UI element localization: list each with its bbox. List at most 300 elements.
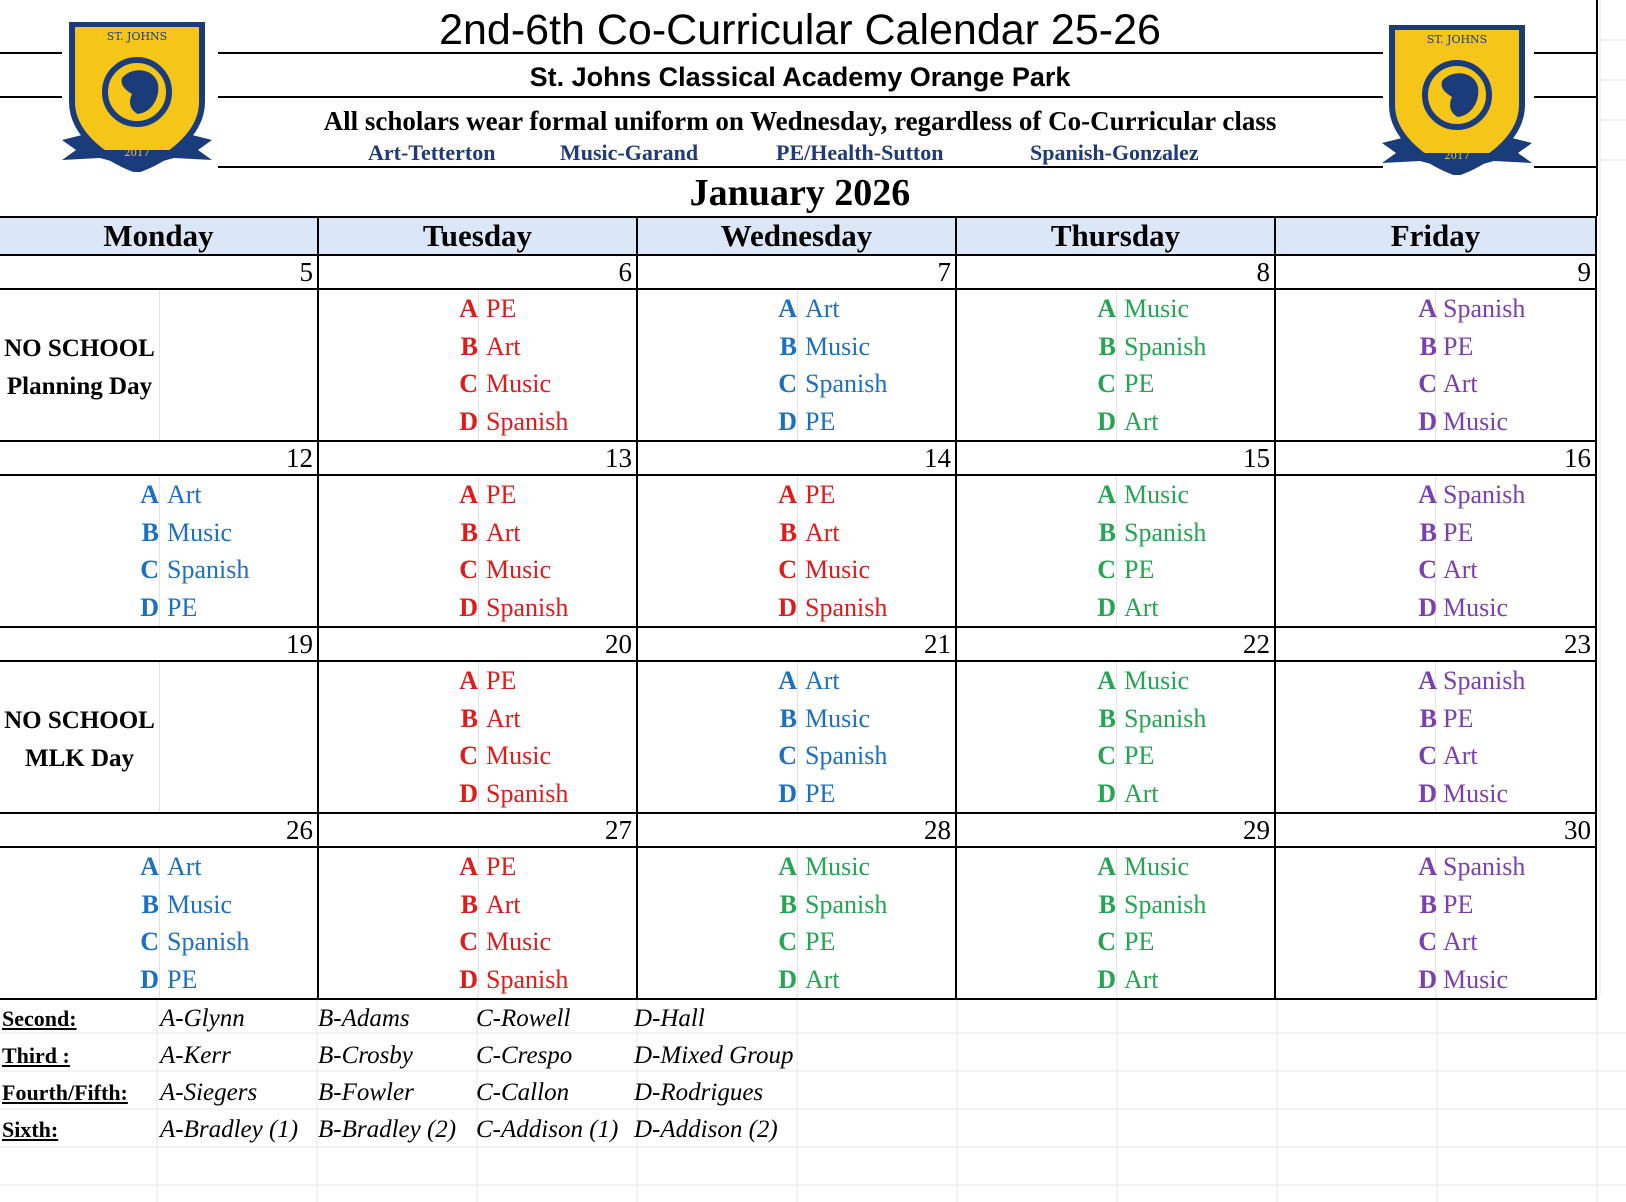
group-letter: D bbox=[459, 592, 478, 622]
date-number: 6 bbox=[319, 256, 638, 288]
schedule-row bbox=[0, 848, 1597, 998]
class-slot-b bbox=[319, 886, 636, 924]
group-letter: C bbox=[1097, 555, 1116, 584]
class-slot-b bbox=[638, 328, 955, 366]
group-letter: C bbox=[778, 369, 797, 398]
group-letter: D bbox=[778, 778, 797, 808]
class-slot-b bbox=[638, 514, 955, 552]
group-teacher: D-Mixed Group bbox=[634, 1042, 794, 1069]
date-number: 12 bbox=[0, 442, 319, 474]
group-letter: B bbox=[460, 331, 478, 361]
grade-label: Second: bbox=[2, 1006, 77, 1031]
group-teacher: D-Hall bbox=[634, 1005, 705, 1032]
day-cell[interactable] bbox=[319, 290, 638, 440]
subject-name: Art bbox=[167, 480, 202, 509]
date-row bbox=[0, 814, 1597, 848]
subject-name: PE bbox=[805, 778, 836, 808]
class-slot-b bbox=[957, 514, 1274, 552]
class-slot-c bbox=[638, 551, 955, 589]
subject-name: Music bbox=[1124, 480, 1189, 509]
day-cell[interactable] bbox=[638, 848, 957, 998]
subject-name: Spanish bbox=[1443, 666, 1526, 695]
subject-name: PE bbox=[1124, 741, 1155, 770]
group-letter: A bbox=[1097, 852, 1116, 881]
subject-name: PE bbox=[167, 964, 198, 994]
class-slot-a bbox=[0, 476, 317, 514]
group-letter: B bbox=[460, 517, 478, 547]
day-cell[interactable] bbox=[957, 848, 1276, 998]
page-title: 2nd-6th Co-Curricular Calendar 25-26 bbox=[439, 6, 1161, 54]
class-slot-a bbox=[957, 662, 1274, 700]
group-teacher: A-Glynn bbox=[160, 1005, 245, 1032]
day-cell[interactable] bbox=[1276, 848, 1597, 998]
class-slot-d bbox=[957, 403, 1274, 441]
group-letter: C bbox=[1097, 741, 1116, 770]
subject-name: Spanish bbox=[805, 369, 888, 398]
group-letter: D bbox=[1418, 592, 1437, 622]
class-slot-d bbox=[638, 589, 955, 627]
class-slot-d bbox=[319, 589, 636, 627]
class-slot-c bbox=[638, 923, 955, 961]
subject-name: Art bbox=[1443, 369, 1478, 398]
subject-name: Spanish bbox=[486, 964, 569, 994]
class-slot-b bbox=[1276, 700, 1595, 738]
calendar-grid bbox=[0, 216, 1597, 1000]
day-cell[interactable] bbox=[1276, 662, 1597, 812]
group-letter: D bbox=[778, 592, 797, 622]
subject-name: Music bbox=[1124, 294, 1189, 323]
group-letter: D bbox=[1097, 406, 1116, 436]
no-school-reason: Planning Day bbox=[6, 373, 153, 400]
weekday-friday: Friday bbox=[1276, 218, 1597, 254]
class-slot-b bbox=[638, 700, 955, 738]
subject-name: PE bbox=[1443, 889, 1474, 919]
key-row bbox=[0, 1037, 900, 1075]
group-letter: D bbox=[1418, 406, 1437, 436]
group-letter: C bbox=[1418, 927, 1437, 956]
class-slot-a bbox=[319, 290, 636, 328]
uniform-note: All scholars wear formal uniform on Wednesday, regardless of Co-Curricular class bbox=[323, 106, 1277, 136]
subject-name: Art bbox=[1124, 964, 1159, 994]
group-letter: A bbox=[459, 294, 478, 323]
subject-name: Spanish bbox=[1443, 852, 1526, 881]
weekday-header bbox=[0, 216, 1597, 256]
day-cell[interactable] bbox=[957, 290, 1276, 440]
subject-name: Art bbox=[805, 517, 840, 547]
subject-name: Spanish bbox=[805, 592, 888, 622]
class-slot-d bbox=[1276, 961, 1595, 999]
subject-name: Music bbox=[1443, 778, 1508, 808]
logo-year: 2017 bbox=[1444, 151, 1470, 162]
group-letter: C bbox=[140, 555, 159, 584]
class-slot-d bbox=[638, 403, 955, 441]
group-letter: B bbox=[1098, 703, 1116, 733]
subject-name: Music bbox=[486, 927, 551, 956]
group-letter: B bbox=[779, 517, 797, 547]
day-cell[interactable] bbox=[0, 662, 319, 812]
subject-name: Music bbox=[1443, 406, 1508, 436]
date-number: 14 bbox=[638, 442, 957, 474]
subject-name: Spanish bbox=[1124, 517, 1207, 547]
subject-name: Spanish bbox=[486, 778, 569, 808]
header-rule bbox=[1534, 166, 1598, 168]
subject-name: Music bbox=[486, 369, 551, 398]
group-letter: B bbox=[1419, 517, 1437, 547]
group-teacher: A-Kerr bbox=[160, 1042, 231, 1069]
group-letter: A bbox=[1418, 480, 1437, 509]
subject-name: Spanish bbox=[167, 927, 250, 956]
group-letter: B bbox=[1098, 331, 1116, 361]
group-teacher: D-Rodrigues bbox=[634, 1079, 764, 1106]
group-letter: D bbox=[778, 964, 797, 994]
subject-name: Spanish bbox=[805, 889, 888, 919]
group-letter: D bbox=[459, 964, 478, 994]
group-teacher: C-Crespo bbox=[476, 1042, 573, 1069]
logo-year: 2017 bbox=[124, 148, 150, 159]
month-title: January 2026 bbox=[689, 172, 911, 214]
group-letter: C bbox=[1418, 741, 1437, 770]
subject-name: Music bbox=[805, 331, 870, 361]
class-slot-d bbox=[957, 775, 1274, 813]
subject-name: Art bbox=[1124, 592, 1159, 622]
subject-name: Music bbox=[167, 517, 232, 547]
date-number: 29 bbox=[957, 814, 1276, 846]
subject-name: Art bbox=[486, 889, 521, 919]
schedule-row bbox=[0, 476, 1597, 626]
weekday-tuesday: Tuesday bbox=[319, 218, 638, 254]
class-slot-a bbox=[1276, 848, 1595, 886]
class-slot-a bbox=[638, 290, 955, 328]
group-letter: A bbox=[1097, 666, 1116, 695]
subject-name: PE bbox=[1124, 369, 1155, 398]
subject-name: PE bbox=[167, 592, 198, 622]
group-letter: A bbox=[1097, 480, 1116, 509]
subject-name: Art bbox=[486, 703, 521, 733]
day-cell[interactable] bbox=[0, 476, 319, 626]
subject-name: PE bbox=[486, 480, 517, 509]
class-slot-a bbox=[638, 662, 955, 700]
class-slot-d bbox=[1276, 403, 1595, 441]
header-rule bbox=[1534, 96, 1598, 98]
group-letter: C bbox=[459, 927, 478, 956]
group-letter: A bbox=[140, 480, 159, 509]
class-slot-c bbox=[1276, 365, 1595, 403]
subject-name: PE bbox=[805, 480, 836, 509]
no-school-note bbox=[0, 330, 159, 406]
class-slot-a bbox=[957, 848, 1274, 886]
group-letter: C bbox=[459, 741, 478, 770]
logo-text: ST. JOHNS bbox=[106, 30, 168, 43]
subject-name: Spanish bbox=[1124, 703, 1207, 733]
day-cell[interactable] bbox=[0, 848, 319, 998]
subject-name: PE bbox=[1124, 927, 1155, 956]
class-slot-c bbox=[957, 551, 1274, 589]
group-letter: C bbox=[1418, 555, 1437, 584]
key-row bbox=[0, 1074, 900, 1112]
class-slot-b bbox=[957, 328, 1274, 366]
group-letter: B bbox=[141, 517, 159, 547]
subject-name: PE bbox=[486, 852, 517, 881]
weekday-monday: Monday bbox=[0, 218, 319, 254]
day-cell[interactable] bbox=[1276, 290, 1597, 440]
calendar-week bbox=[0, 256, 1597, 442]
group-letter: B bbox=[460, 889, 478, 919]
day-cell[interactable] bbox=[319, 848, 638, 998]
subject-name: Music bbox=[1124, 666, 1189, 695]
group-letter: A bbox=[778, 666, 797, 695]
class-slot-d bbox=[0, 961, 317, 999]
group-letter: D bbox=[459, 778, 478, 808]
group-teacher: A-Bradley (1) bbox=[160, 1116, 299, 1143]
key-row bbox=[0, 1111, 900, 1149]
teacher-spanish: Spanish-Gonzalez bbox=[1030, 140, 1199, 165]
grade-label: Fourth/Fifth: bbox=[2, 1080, 128, 1105]
class-slot-d bbox=[0, 589, 317, 627]
schedule-row bbox=[0, 290, 1597, 440]
class-slot-d bbox=[957, 961, 1274, 999]
class-slot-d bbox=[638, 961, 955, 999]
class-slot-d bbox=[319, 961, 636, 999]
class-slot-c bbox=[319, 365, 636, 403]
date-number: 23 bbox=[1276, 628, 1597, 660]
class-slot-b bbox=[638, 886, 955, 924]
grade-label: Third : bbox=[2, 1043, 70, 1068]
group-letter: A bbox=[778, 480, 797, 509]
class-slot-a bbox=[1276, 476, 1595, 514]
subject-name: Art bbox=[167, 852, 202, 881]
logo-text: ST. JOHNS bbox=[1426, 33, 1488, 46]
schedule-row bbox=[0, 662, 1597, 812]
group-letter: A bbox=[1418, 666, 1437, 695]
subject-name: PE bbox=[1443, 331, 1474, 361]
header-rule bbox=[0, 96, 62, 98]
calendar-week bbox=[0, 442, 1597, 628]
group-letter: B bbox=[779, 889, 797, 919]
day-cell[interactable] bbox=[957, 662, 1276, 812]
class-slot-b bbox=[957, 886, 1274, 924]
group-letter: D bbox=[778, 406, 797, 436]
group-letter: A bbox=[1418, 852, 1437, 881]
day-cell[interactable] bbox=[0, 290, 319, 440]
class-slot-a bbox=[1276, 662, 1595, 700]
group-teacher: C-Callon bbox=[476, 1079, 570, 1106]
group-letter: C bbox=[778, 555, 797, 584]
subject-name: PE bbox=[1443, 703, 1474, 733]
subject-name: Spanish bbox=[1443, 294, 1526, 323]
date-number: 30 bbox=[1276, 814, 1597, 846]
class-slot-c bbox=[638, 365, 955, 403]
group-teacher: B-Adams bbox=[318, 1005, 410, 1032]
class-slot-c bbox=[1276, 551, 1595, 589]
class-slot-c bbox=[1276, 737, 1595, 775]
day-cell[interactable] bbox=[1276, 476, 1597, 626]
date-row bbox=[0, 442, 1597, 476]
class-slot-c bbox=[957, 923, 1274, 961]
group-letter: A bbox=[459, 480, 478, 509]
subject-name: Spanish bbox=[1124, 331, 1207, 361]
subject-name: Music bbox=[1443, 592, 1508, 622]
group-letter: A bbox=[459, 666, 478, 695]
no-school-note bbox=[0, 702, 159, 778]
day-cell[interactable] bbox=[957, 476, 1276, 626]
group-teacher: B-Bradley (2) bbox=[318, 1116, 457, 1143]
group-letter: D bbox=[459, 406, 478, 436]
subject-name: Art bbox=[805, 666, 840, 695]
group-letter: B bbox=[141, 889, 159, 919]
class-slot-a bbox=[638, 848, 955, 886]
class-slot-b bbox=[1276, 886, 1595, 924]
subject-name: Spanish bbox=[486, 406, 569, 436]
class-slot-b bbox=[1276, 328, 1595, 366]
no-school-label: NO SCHOOL bbox=[4, 335, 155, 362]
class-slot-b bbox=[0, 514, 317, 552]
teacher-music: Music-Garand bbox=[560, 140, 699, 165]
teacher-art: Art-Tetterton bbox=[368, 140, 496, 165]
weekday-thursday: Thursday bbox=[957, 218, 1276, 254]
no-school-reason: MLK Day bbox=[24, 745, 135, 772]
group-teacher: C-Rowell bbox=[476, 1005, 571, 1032]
class-slot-c bbox=[0, 551, 317, 589]
subject-name: Music bbox=[805, 703, 870, 733]
class-slot-d bbox=[319, 775, 636, 813]
class-slot-d bbox=[1276, 589, 1595, 627]
subject-name: PE bbox=[1124, 555, 1155, 584]
group-letter: B bbox=[1419, 331, 1437, 361]
class-slot-c bbox=[0, 923, 317, 961]
class-slot-a bbox=[957, 476, 1274, 514]
date-number: 7 bbox=[638, 256, 957, 288]
date-number: 20 bbox=[319, 628, 638, 660]
group-letter: C bbox=[778, 927, 797, 956]
group-teacher: C-Addison (1) bbox=[476, 1116, 619, 1143]
key-row bbox=[0, 1000, 900, 1038]
group-letter: A bbox=[778, 294, 797, 323]
class-slot-c bbox=[957, 365, 1274, 403]
class-slot-d bbox=[957, 589, 1274, 627]
group-letter: A bbox=[140, 852, 159, 881]
class-slot-a bbox=[319, 476, 636, 514]
group-letter: D bbox=[1418, 778, 1437, 808]
subject-name: Art bbox=[486, 331, 521, 361]
date-number: 22 bbox=[957, 628, 1276, 660]
class-slot-c bbox=[638, 737, 955, 775]
group-letter: A bbox=[778, 852, 797, 881]
subject-name: Spanish bbox=[486, 592, 569, 622]
subject-name: Music bbox=[167, 889, 232, 919]
group-letter: D bbox=[140, 964, 159, 994]
group-teacher: D-Addison (2) bbox=[634, 1116, 778, 1143]
day-cell[interactable] bbox=[638, 476, 957, 626]
date-number: 19 bbox=[0, 628, 319, 660]
grade-label: Sixth: bbox=[2, 1117, 59, 1142]
group-letter: D bbox=[1097, 592, 1116, 622]
group-letter: C bbox=[1097, 369, 1116, 398]
class-slot-c bbox=[319, 551, 636, 589]
group-letter: D bbox=[1097, 964, 1116, 994]
group-letter: A bbox=[1097, 294, 1116, 323]
header-rule bbox=[218, 96, 1383, 98]
weekday-wednesday: Wednesday bbox=[638, 218, 957, 254]
class-slot-d bbox=[319, 403, 636, 441]
group-letter: A bbox=[459, 852, 478, 881]
day-cell[interactable] bbox=[319, 476, 638, 626]
class-slot-c bbox=[319, 737, 636, 775]
class-slot-d bbox=[1276, 775, 1595, 813]
school-name: St. Johns Classical Academy Orange Park bbox=[529, 62, 1071, 92]
date-number: 8 bbox=[957, 256, 1276, 288]
date-row bbox=[0, 628, 1597, 662]
class-slot-d bbox=[638, 775, 955, 813]
subject-name: Art bbox=[805, 294, 840, 323]
subject-name: PE bbox=[486, 294, 517, 323]
subject-name: Spanish bbox=[805, 741, 888, 770]
date-number: 16 bbox=[1276, 442, 1597, 474]
subject-name: Music bbox=[1443, 964, 1508, 994]
group-letter: B bbox=[1098, 889, 1116, 919]
subject-name: Art bbox=[1443, 555, 1478, 584]
date-number: 5 bbox=[0, 256, 319, 288]
date-number: 26 bbox=[0, 814, 319, 846]
group-letter: C bbox=[1097, 927, 1116, 956]
class-slot-a bbox=[957, 290, 1274, 328]
subject-name: Art bbox=[1443, 741, 1478, 770]
subject-name: PE bbox=[1443, 517, 1474, 547]
subject-name: Music bbox=[1124, 852, 1189, 881]
subject-name: Art bbox=[1124, 778, 1159, 808]
group-letter: B bbox=[460, 703, 478, 733]
subject-name: Music bbox=[486, 741, 551, 770]
calendar-week bbox=[0, 814, 1597, 1000]
class-slot-b bbox=[319, 328, 636, 366]
day-cell[interactable] bbox=[638, 290, 957, 440]
class-slot-b bbox=[957, 700, 1274, 738]
subject-name: Music bbox=[805, 852, 870, 881]
subject-name: Spanish bbox=[1443, 480, 1526, 509]
group-letter: C bbox=[778, 741, 797, 770]
class-slot-b bbox=[319, 700, 636, 738]
class-slot-a bbox=[1276, 290, 1595, 328]
group-letter: B bbox=[1419, 703, 1437, 733]
day-cell[interactable] bbox=[638, 662, 957, 812]
date-number: 15 bbox=[957, 442, 1276, 474]
group-letter: C bbox=[1418, 369, 1437, 398]
subject-name: Music bbox=[486, 555, 551, 584]
subject-name: Spanish bbox=[1124, 889, 1207, 919]
class-slot-b bbox=[0, 886, 317, 924]
group-letter: B bbox=[1419, 889, 1437, 919]
class-slot-c bbox=[1276, 923, 1595, 961]
date-number: 27 bbox=[319, 814, 638, 846]
date-number: 13 bbox=[319, 442, 638, 474]
date-number: 28 bbox=[638, 814, 957, 846]
class-slot-c bbox=[319, 923, 636, 961]
calendar-week bbox=[0, 628, 1597, 814]
subject-name: Art bbox=[1443, 927, 1478, 956]
date-row bbox=[0, 256, 1597, 290]
class-slot-a bbox=[638, 476, 955, 514]
no-school-label: NO SCHOOL bbox=[4, 707, 155, 734]
day-cell[interactable] bbox=[319, 662, 638, 812]
class-slot-c bbox=[957, 737, 1274, 775]
group-letter: B bbox=[779, 331, 797, 361]
group-letter: A bbox=[1418, 294, 1437, 323]
group-letter: D bbox=[1097, 778, 1116, 808]
group-teacher: B-Crosby bbox=[318, 1042, 413, 1069]
group-letter: C bbox=[459, 555, 478, 584]
subject-name: Music bbox=[805, 555, 870, 584]
subject-name: Art bbox=[805, 964, 840, 994]
cell-divider bbox=[159, 290, 160, 440]
